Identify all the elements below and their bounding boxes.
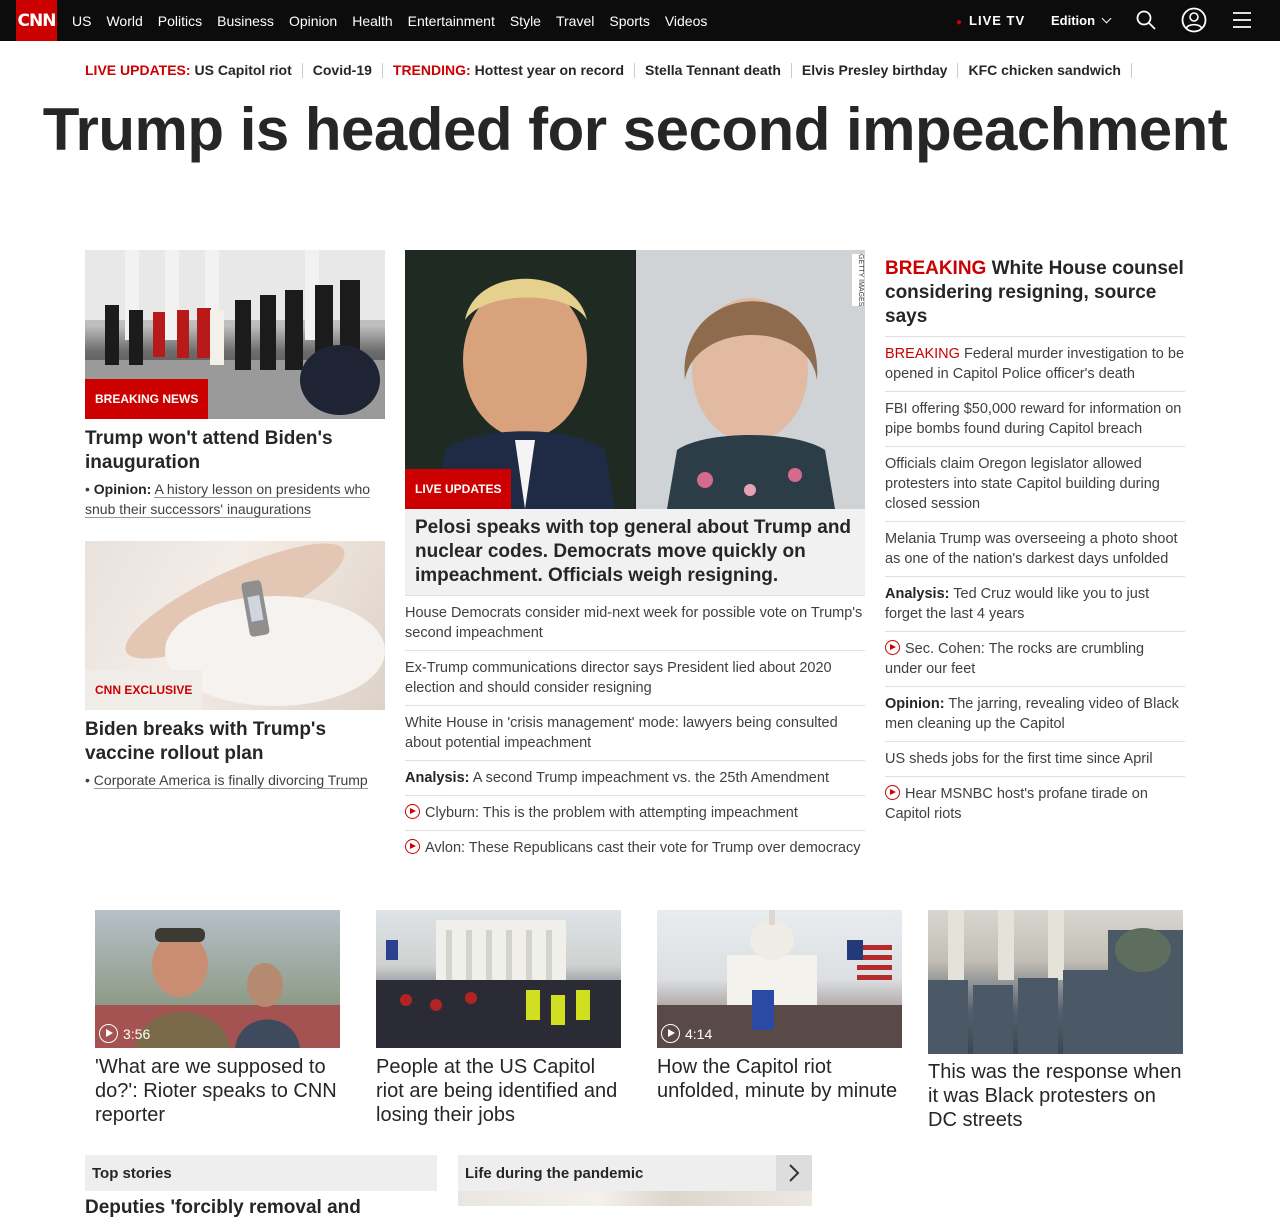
edition-label: Edition [1051,13,1096,28]
list-item[interactable] [885,742,1185,777]
list-item-text: House Democrats consider mid-next week for possible vote on Trump's second impeachment [405,605,863,641]
video-play-icon [885,785,900,800]
card-title[interactable]: People at the US Capitol riot are being identified and losing their jobs [376,1056,618,1126]
breaking-news-label: BREAKING NEWS [85,379,208,419]
list-item-text: Federal murder investigation to be opened in Capitol Police officer's death [885,346,1185,382]
nav-link-sports[interactable]: Sports [609,12,650,29]
breaking-story-title[interactable] [885,257,1185,329]
nav-link-politics[interactable]: Politics [157,12,203,29]
live-updates-label: LIVE UPDATES [405,469,511,509]
list-item-text: Hear MSNBC host's profane tirade on Capitol riots [885,786,1148,822]
nav-link-opinion[interactable]: Opinion [288,12,338,29]
trending-label: TRENDING: [392,62,471,78]
card-thumbnail[interactable] [376,910,621,1048]
card-thumbnail[interactable] [928,910,1183,1054]
list-item[interactable] [885,522,1185,577]
cnn-logo[interactable]: CNN [16,0,57,41]
partial-story-title[interactable]: Deputies 'forcibly removal and [85,1197,361,1218]
inauguration-photo[interactable] [85,250,385,419]
story-title[interactable]: Biden breaks with Trump's vaccine rollout plan [85,719,327,764]
video-play-icon [885,640,900,655]
video-play-icon [405,804,420,819]
cnn-exclusive-label: CNN EXCLUSIVE [85,670,202,710]
pandemic-carousel-thumbnail[interactable] [458,1191,812,1206]
center-story-list [405,595,865,865]
list-item-text: Sec. Cohen: The rocks are crumbling under our feet [885,641,1145,677]
list-item-text: Ex-Trump communications director says President lied about 2020 election and should consider resigning [405,660,832,696]
duration-text: 4:14 [685,1025,713,1042]
trending-item[interactable]: Stella Tennant death [645,62,781,78]
divider [1131,63,1132,78]
trending-bar [85,62,1142,78]
play-icon [661,1024,680,1043]
list-item[interactable] [885,687,1185,742]
opinion-prefix: Opinion: [93,481,152,497]
opinion-prefix: Opinion: [885,696,945,712]
list-item-text: FBI offering $50,000 reward for information on pipe bombs found during Capitol breach [885,401,1182,437]
divider [791,63,792,78]
photo-credit: GETTY IMAGES [852,254,864,306]
list-item-text: Melania Trump was overseeing a photo shoot as one of the nation's darkest days unfolded [885,531,1178,567]
list-item-text: US sheds jobs for the first time since April [885,751,1153,767]
list-item[interactable] [885,392,1185,447]
guards-photo-art [928,910,1183,1054]
live-updates-label: LIVE UPDATES: [85,62,191,78]
list-item-text: The jarring, revealing video of Black men cleaning up the Capitol [885,696,1179,732]
analysis-prefix: Analysis: [885,586,950,602]
list-item[interactable] [885,577,1185,632]
right-story-list [885,336,1185,831]
nav-link-videos[interactable]: Videos [664,12,708,29]
lead-story-title[interactable]: Pelosi speaks with top general about Trump and nuclear codes. Democrats move quickly on impeachment. Officials weigh resigning. [415,517,852,586]
play-icon [99,1024,118,1043]
search-icon[interactable] [1135,9,1157,31]
nav-link-health[interactable]: Health [352,12,393,29]
video-duration [99,1024,150,1043]
divider [302,63,303,78]
list-item-text: Ted Cruz would like you to just forget the last 4 years [885,586,1150,622]
carousel-next-button[interactable] [776,1155,812,1191]
trending-item[interactable]: Hottest year on record [474,62,625,78]
story-sublink-text: A history lesson on presidents who snub their successors' inaugurations [85,481,371,517]
list-item[interactable] [405,761,865,796]
video-play-icon [405,839,420,854]
breaking-prefix: BREAKING [885,346,960,362]
user-account-icon[interactable] [1181,7,1207,33]
list-item[interactable] [885,337,1185,392]
pandemic-section-header [458,1155,812,1191]
list-item[interactable] [405,706,865,761]
trump-pelosi-photo[interactable] [405,250,865,509]
story-sublink[interactable]: • Opinion: A history lesson on presidents who snub their successors' inaugurations [85,481,371,517]
story-title[interactable]: Trump won't attend Biden's inauguration [85,428,333,473]
nav-link-travel[interactable]: Travel [555,12,595,29]
list-item[interactable] [405,651,865,706]
trending-item-capitol-riot[interactable]: US Capitol riot [194,62,292,78]
video-duration [661,1024,712,1043]
divider [957,63,958,78]
pandemic-section-title: Life during the pandemic [465,1164,644,1182]
top-stories-header: Top stories [85,1155,437,1191]
trending-item[interactable]: Elvis Presley birthday [801,62,948,78]
trending-item[interactable]: KFC chicken sandwich [968,62,1121,78]
nav-link-us[interactable]: US [72,12,92,29]
list-item[interactable] [405,796,865,831]
list-item[interactable] [405,831,865,865]
video-card-thumbnail[interactable] [657,910,902,1048]
live-tv-label: LIVE TV [969,13,1026,28]
list-item-text: Avlon: These Republicans cast their vote for Trump over democracy [425,840,861,856]
list-item-text: White House in 'crisis management' mode: lawyers being consulted about potential impeachment [405,715,838,751]
nav-link-style[interactable]: Style [509,12,541,29]
top-nav [0,0,1280,41]
divider [634,63,635,78]
live-dot-icon: ● [956,17,964,28]
duration-text: 3:56 [123,1025,151,1042]
card-title[interactable]: 'What are we supposed to do?': Rioter speaks to CNN reporter [95,1056,337,1126]
story-sublink-text: Corporate America is finally divorcing Trump [93,772,368,788]
chevron-right-icon [788,1164,800,1182]
list-item[interactable] [885,632,1185,687]
card-title[interactable]: This was the response when it was Black protesters on DC streets [928,1061,1182,1131]
chevron-down-icon [1102,14,1112,24]
divider [382,63,383,78]
vaccine-photo[interactable] [85,541,385,710]
nav-link-entertainment[interactable]: Entertainment [407,12,495,29]
story-sublink[interactable]: • Corporate America is finally divorcing Trump [85,772,368,788]
nav-links [72,0,722,41]
nav-link-world[interactable]: World [106,12,143,29]
nav-link-business[interactable]: Business [217,12,274,29]
menu-icon[interactable] [1232,11,1252,29]
list-item[interactable] [885,777,1185,831]
list-item-text: A second Trump impeachment vs. the 25th Amendment [472,770,829,786]
list-item-text: Clyburn: This is the problem with attempting impeachment [425,805,798,821]
card-title[interactable]: How the Capitol riot unfolded, minute by minute [657,1056,898,1102]
breaking-label: BREAKING [885,258,987,279]
video-card-thumbnail[interactable] [95,910,340,1048]
capitol-crowd-photo-art [376,910,621,1048]
edition-dropdown[interactable] [1051,13,1110,28]
list-item-text: Officials claim Oregon legislator allowed protesters into state Capitol building during closed session [885,456,1160,512]
breaking-story-text: White House counsel considering resigning, source says [885,258,1184,327]
live-tv-link[interactable] [956,13,1025,28]
list-item[interactable] [405,595,865,651]
trending-item-covid[interactable]: Covid-19 [312,62,372,78]
analysis-prefix: Analysis: [405,770,470,786]
list-item[interactable] [885,447,1185,522]
main-headline[interactable]: Trump is headed for second impeachment [42,96,1228,163]
